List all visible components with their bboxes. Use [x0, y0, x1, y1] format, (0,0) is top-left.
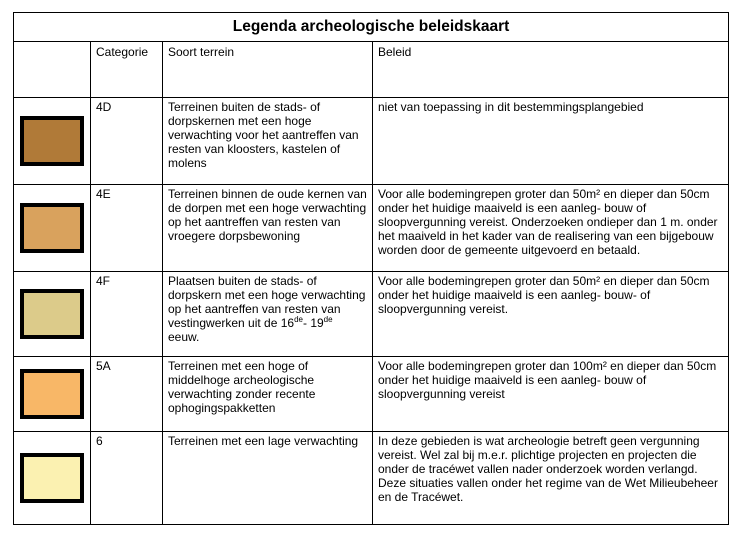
- categorie-cell: 6: [91, 432, 163, 525]
- categorie-cell: 4E: [91, 185, 163, 272]
- beleid-cell: Voor alle bodemingrepen groter dan 100m² en dieper dan 50cm onder het huidige maaiveld is een aanleg- bouw of sloopvergunning vereist: [373, 357, 729, 432]
- soort-terrein-cell: Terreinen buiten de stads- of dorpskernen met een hoge verwachting voor het aantreffen van resten van kloosters, kastelen of molens: [163, 98, 373, 185]
- color-swatch-4f: [20, 289, 84, 339]
- header-row: [14, 42, 729, 98]
- swatch-cell: [14, 357, 91, 432]
- color-swatch-4e: [20, 203, 84, 253]
- legend-row-4f: [14, 272, 729, 357]
- legend-row-4d: [14, 98, 729, 185]
- superscript: de: [323, 315, 333, 324]
- legend-title: Legenda archeologische beleidskaart: [14, 13, 729, 42]
- swatch-cell: [14, 272, 91, 357]
- superscript: de: [294, 315, 303, 324]
- header-swatch: [14, 42, 91, 98]
- soort-text: Plaatsen buiten de stads- of dorpskern met een hoge verwachting op het aantreffen van resten van vestingwerken uit de 16: [168, 274, 366, 330]
- soort-text: - 19: [302, 316, 324, 330]
- header-beleid: Beleid: [373, 42, 729, 98]
- soort-terrein-cell: Terreinen binnen de oude kernen van de dorpen met een hoge verwachting op het aantreffen van resten van vroegere dorpsbewoning: [163, 185, 373, 272]
- soort-terrein-cell: Terreinen met een lage verwachting: [163, 432, 373, 525]
- header-soort-terrein: Soort terrein: [163, 42, 373, 98]
- categorie-cell: 4D: [91, 98, 163, 185]
- color-swatch-5a: [20, 369, 84, 419]
- beleid-cell: Voor alle bodemingrepen groter dan 50m² en dieper dan 50cm onder het huidige maaiveld is een aanleg- bouw- of sloopvergunning vereist.: [373, 272, 729, 357]
- legend-row-4e: [14, 185, 729, 272]
- legend-row-5a: [14, 357, 729, 432]
- soort-terrein-cell: Terreinen met een hoge of middelhoge archeologische verwachting zonder recente ophogingspakketten: [163, 357, 373, 432]
- color-swatch-4d: [20, 116, 84, 166]
- legend-row-6: [14, 432, 729, 525]
- beleid-cell: In deze gebieden is wat archeologie betreft geen vergunning vereist. Wel zal bij m.e.r. plichtige projecten en projecten die onder de tracéwet vallen nader onderzoek worden verlangd. Deze situaties vallen onder het regime van de Wet Milieubeheer en de Tracéwet.: [373, 432, 729, 525]
- categorie-cell: 5A: [91, 357, 163, 432]
- swatch-cell: [14, 432, 91, 525]
- beleid-cell: niet van toepassing in dit bestemmingsplangebied: [373, 98, 729, 185]
- beleid-cell: Voor alle bodemingrepen groter dan 50m² en dieper dan 50cm onder het huidige maaiveld is een aanleg- bouw of sloopvergunning vereist. Onderzoeken ondieper dan 1 m. onder het maaiveld in het kader van de realisering van een bijgebouw worden door de gemeente uitgevoerd en betaald.: [373, 185, 729, 272]
- soort-terrein-cell: [163, 272, 373, 357]
- swatch-cell: [14, 185, 91, 272]
- color-swatch-6: [20, 453, 84, 503]
- legend-table: [13, 12, 729, 525]
- swatch-cell: [14, 98, 91, 185]
- header-categorie: Categorie: [91, 42, 163, 98]
- categorie-cell: 4F: [91, 272, 163, 357]
- soort-text: eeuw.: [168, 330, 200, 344]
